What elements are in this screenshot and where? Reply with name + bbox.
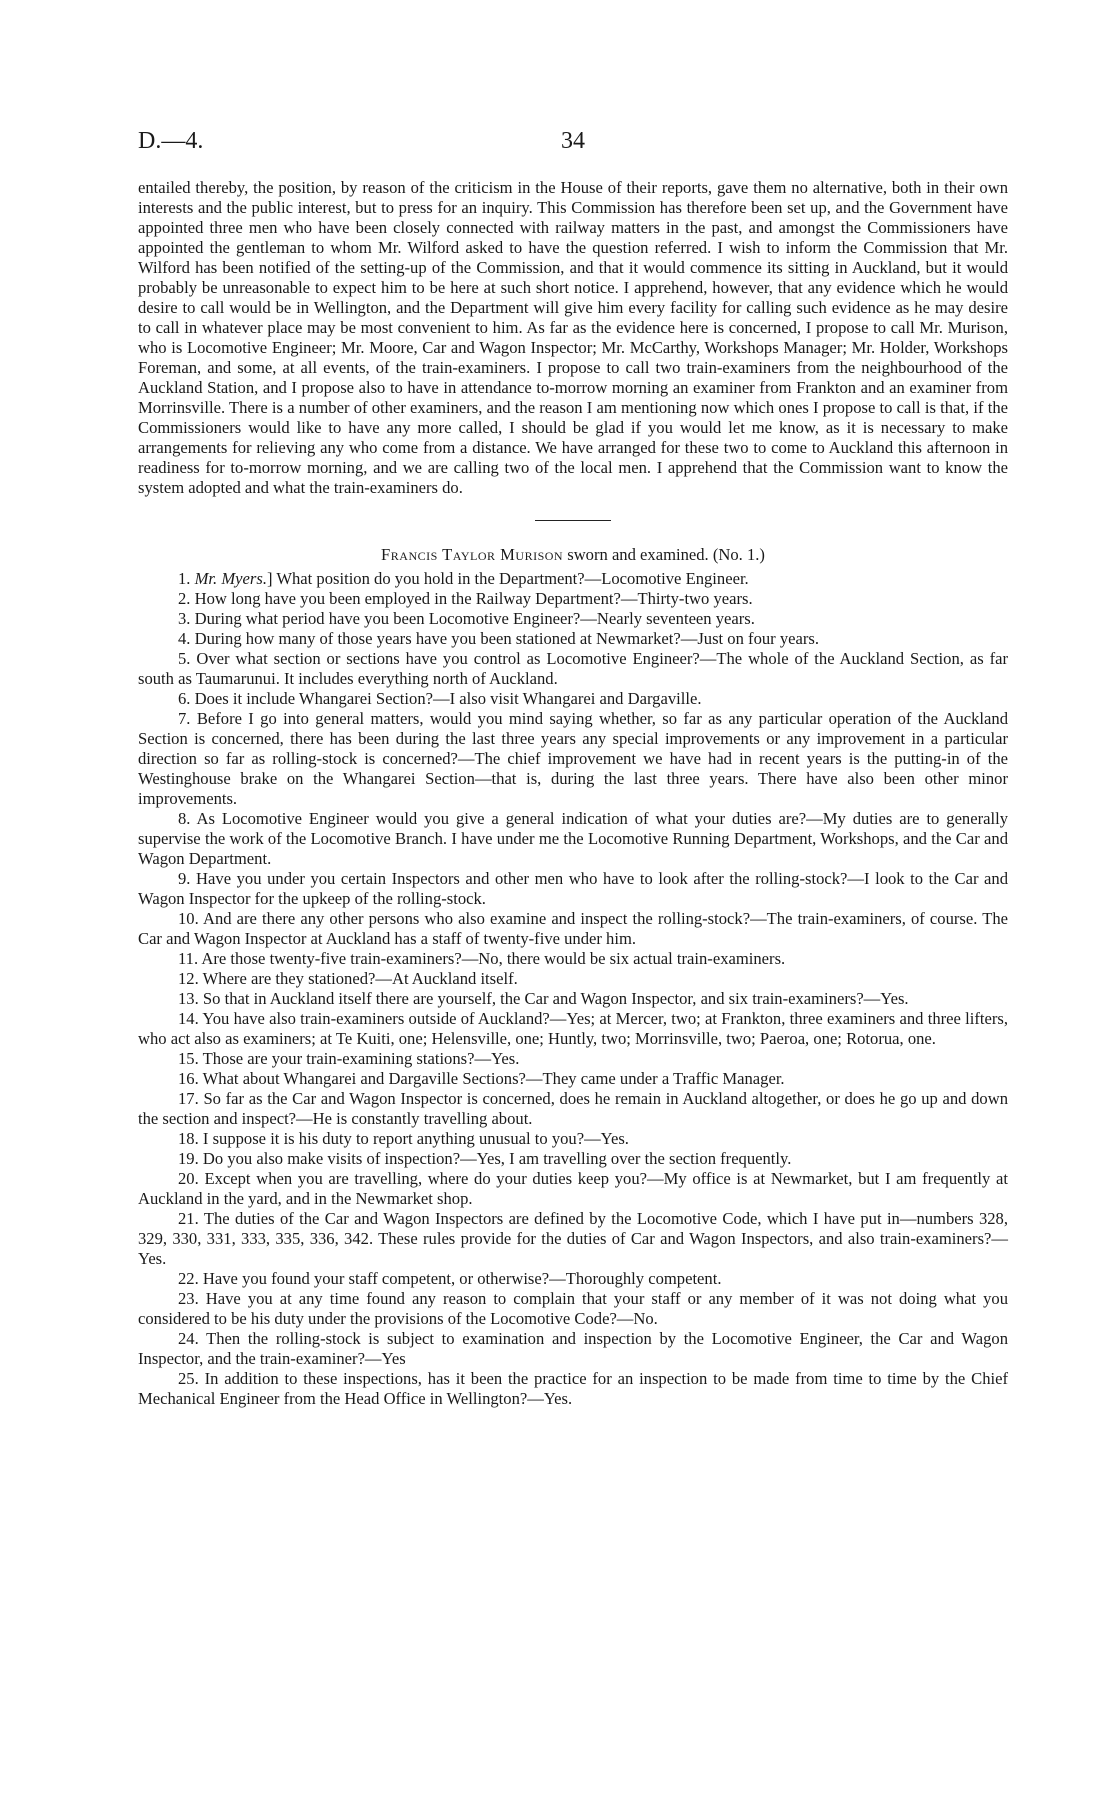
question-item bbox=[138, 1149, 1008, 1169]
question-item bbox=[138, 989, 1008, 1009]
question-number: 22. bbox=[178, 1269, 199, 1288]
question-number: 3. bbox=[178, 609, 191, 628]
question-number: 23. bbox=[178, 1289, 199, 1308]
question-text: Have you at any time found any reason to complain that your staff or any member of it was not doing what you considered to be his duty under the provisions of the Locomotive Code?—No. bbox=[138, 1289, 1008, 1328]
question-item bbox=[138, 1369, 1008, 1409]
question-item bbox=[138, 1089, 1008, 1129]
question-item bbox=[138, 629, 1008, 649]
question-item bbox=[138, 569, 1008, 589]
question-text: I suppose it is his duty to report anything unusual to you?—Yes. bbox=[202, 1129, 629, 1148]
question-number: 13. bbox=[178, 989, 199, 1008]
intro-paragraph: entailed thereby, the position, by reason of the criticism in the House of their reports, gave them no alternative, both in their own interests and the public interest, but to press for an inquiry. This Commission has therefore been set up, and the Government have appointed three men who have been closely connected with railway matters in the past, and amongst the Commissioners have appointed the gentleman to whom Mr. Wilford asked to have the question referred. I wish to inform the Commission that Mr. Wilford has been notified of the setting-up of the Commission, and that it would commence its sitting in Auckland, but it would probably be unreasonable to expect him to be here at such short notice. I apprehend, however, that any evidence which he would desire to call would be in Wellington, and the Department will give him every facility for calling such evidence as he may desire to call in whatever place may be most convenient to him. As far as the evidence here is concerned, I propose to call Mr. Murison, who is Locomotive Engineer; Mr. Moore, Car and Wagon Inspector; Mr. McCarthy, Workshops Manager; Mr. Holder, Workshops Foreman, and some, at all events, of the train-examiners. I propose to call two train-examiners from the neighbourhood of the Auckland Station, and I propose also to have in attendance to-morrow morning an examiner from Frankton and an examiner from Morrinsville. There is a number of other examiners, and the reason I am mentioning now which ones I propose to call is that, if the Commissioners would like to have any more called, I should be glad if you would let me know, as it is necessary to make arrangements for relieving any who come from a distance. We have arranged for these two to come to Auckland this afternoon in readiness for to-morrow morning, and we are calling two of the local men. I apprehend that the Commission want to know the system adopted and what the train-examiners do. bbox=[138, 178, 1008, 497]
page-body bbox=[138, 178, 1008, 1409]
question-item bbox=[138, 809, 1008, 869]
question-item bbox=[138, 1169, 1008, 1209]
question-text: Where are they stationed?—At Auckland itself. bbox=[202, 969, 518, 988]
question-number: 4. bbox=[178, 629, 191, 648]
question-item bbox=[138, 609, 1008, 629]
question-list bbox=[138, 569, 1008, 1409]
question-item bbox=[138, 869, 1008, 909]
question-number: 6. bbox=[178, 689, 191, 708]
page-number: 34 bbox=[561, 128, 585, 154]
question-text: Over what section or sections have you control as Locomotive Engineer?—The whole of the Auckland Section, as far south as Taumarunui. It includes everything north of Auckland. bbox=[138, 649, 1008, 688]
question-number: 2. bbox=[178, 589, 191, 608]
question-item bbox=[138, 949, 1008, 969]
question-number: 5. bbox=[178, 649, 191, 668]
question-text: You have also train-examiners outside of Auckland?—Yes; at Mercer, two; at Frankton, three examiners and three lifters, who act also as examiners; at Te Kuiti, one; Helensville, one; Huntly, two; Morrinsville, two; Paeroa, one; Rotorua, one. bbox=[138, 1009, 1008, 1048]
question-text: How long have you been employed in the Railway Department?—Thirty-two years. bbox=[194, 589, 753, 608]
question-text: So far as the Car and Wagon Inspector is concerned, does he remain in Auckland altogether, or does he go up and down the section and inspect?—He is constantly travelling about. bbox=[138, 1089, 1008, 1128]
question-text: Before I go into general matters, would you mind saying whether, so far as any particular operation of the Auckland Section is concerned, there has been during the last three years any special improvements or any improvement in a particular direction so far as rolling-stock is concerned?—The chief improvement we have had in recent years is the putting-in of the Westinghouse brake on the Whangarei Section—that is, during the last three years. There have also been other minor improvements. bbox=[138, 709, 1008, 808]
question-text: And are there any other persons who also examine and inspect the rolling-stock?—The train-examiners, of course. The Car and Wagon Inspector at Auckland has a staff of twenty-five under him. bbox=[138, 909, 1009, 948]
question-text: What about Whangarei and Dargaville Sections?—They came under a Traffic Manager. bbox=[202, 1069, 785, 1088]
question-text: In addition to these inspections, has it been the practice for an inspection to be made from time to time by the Chief Mechanical Engineer from the Head Office in Wellington?—Yes. bbox=[138, 1369, 1009, 1408]
witness-heading bbox=[138, 545, 1008, 565]
question-text: The duties of the Car and Wagon Inspectors are defined by the Locomotive Code, which I have put in—numbers 328, 329, 330, 331, 333, 335, 336, 342. These rules provide for the duties of Car and Wagon Inspectors, and also train-examiners?—Yes. bbox=[138, 1209, 1008, 1268]
question-number: 24. bbox=[178, 1329, 199, 1348]
question-number: 15. bbox=[178, 1049, 199, 1068]
question-item bbox=[138, 709, 1008, 809]
witness-suffix: sworn and examined. bbox=[567, 545, 709, 564]
question-item bbox=[138, 589, 1008, 609]
question-item bbox=[138, 1269, 1008, 1289]
document-reference: D.—4. bbox=[138, 128, 204, 154]
witness-number: (No. 1.) bbox=[712, 545, 765, 564]
question-text: Does it include Whangarei Section?—I also visit Whangarei and Dargaville. bbox=[194, 689, 702, 708]
question-text: Then the rolling-stock is subject to examination and inspection by the Locomotive Engineer, the Car and Wagon Inspector, and the train-examiner?—Yes bbox=[138, 1329, 1008, 1368]
question-number: 10. bbox=[178, 909, 199, 928]
question-item bbox=[138, 909, 1008, 949]
question-text: During how many of those years have you been stationed at Newmarket?—Just on four years. bbox=[194, 629, 820, 648]
question-item bbox=[138, 1289, 1008, 1329]
speaker-name: Mr. Myers. bbox=[194, 569, 267, 588]
question-item bbox=[138, 1069, 1008, 1089]
question-text: Except when you are travelling, where do your duties keep you?—My office is at Newmarket, but I am frequently at Auckland in the yard, and in the Newmarket shop. bbox=[138, 1169, 1008, 1208]
question-item bbox=[138, 1049, 1008, 1069]
question-text: ] What position do you hold in the Department?—Locomotive Engineer. bbox=[266, 569, 749, 588]
question-item bbox=[138, 1209, 1008, 1269]
question-text: Those are your train-examining stations?—Yes. bbox=[202, 1049, 520, 1068]
question-number: 7. bbox=[178, 709, 191, 728]
question-text: Do you also make visits of inspection?—Yes, I am travelling over the section frequently. bbox=[202, 1149, 792, 1168]
question-number: 14. bbox=[178, 1009, 199, 1028]
page-header bbox=[138, 128, 1008, 158]
question-number: 12. bbox=[178, 969, 199, 988]
question-item bbox=[138, 1129, 1008, 1149]
question-text: As Locomotive Engineer would you give a general indication of what your duties are?—My duties are to generally supervise the work of the Locomotive Branch. I have under me the Locomotive Running Department, Workshops, and the Car and Wagon Department. bbox=[138, 809, 1009, 868]
question-text: So that in Auckland itself there are yourself, the Car and Wagon Inspector, and six train-examiners?—Yes. bbox=[202, 989, 909, 1008]
section-divider bbox=[535, 520, 611, 521]
question-text: Have you found your staff competent, or otherwise?—Thoroughly competent. bbox=[202, 1269, 722, 1288]
question-item bbox=[138, 689, 1008, 709]
question-text: During what period have you been Locomotive Engineer?—Nearly seventeen years. bbox=[194, 609, 755, 628]
question-number: 9. bbox=[178, 869, 191, 888]
question-number: 20. bbox=[178, 1169, 199, 1188]
question-number: 16. bbox=[178, 1069, 199, 1088]
question-number: 25. bbox=[178, 1369, 199, 1388]
witness-name: Francis Taylor Murison bbox=[381, 545, 564, 564]
question-item bbox=[138, 649, 1008, 689]
question-item bbox=[138, 969, 1008, 989]
question-item bbox=[138, 1329, 1008, 1369]
question-number: 1. bbox=[178, 569, 191, 588]
question-text: Have you under you certain Inspectors and other men who have to look after the rolling-stock?—I look to the Car and Wagon Inspector for the upkeep of the rolling-stock. bbox=[138, 869, 1009, 908]
question-item bbox=[138, 1009, 1008, 1049]
question-number: 21. bbox=[178, 1209, 199, 1228]
question-number: 11. bbox=[178, 949, 199, 968]
question-number: 18. bbox=[178, 1129, 199, 1148]
question-text: Are those twenty-five train-examiners?—No, there would be six actual train-examiners. bbox=[201, 949, 786, 968]
question-number: 8. bbox=[178, 809, 191, 828]
question-number: 17. bbox=[178, 1089, 199, 1108]
question-number: 19. bbox=[178, 1149, 199, 1168]
